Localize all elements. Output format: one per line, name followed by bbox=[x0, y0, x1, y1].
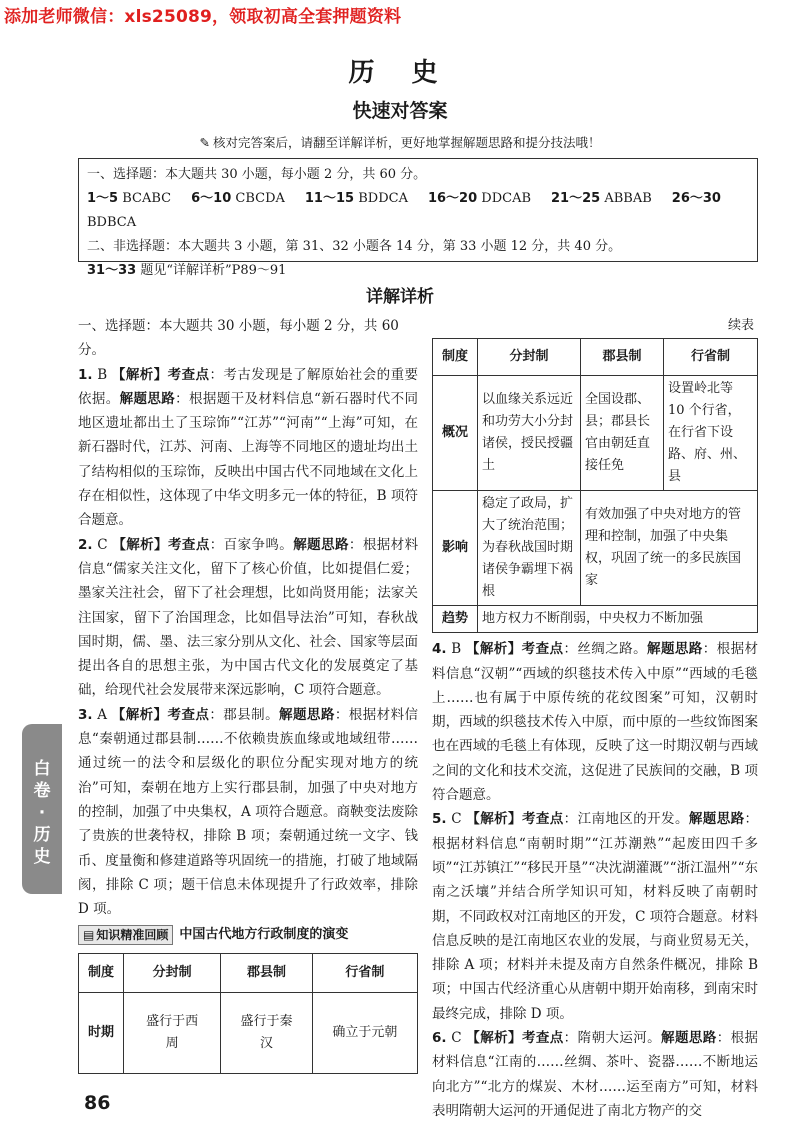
question-number: 3. bbox=[78, 706, 93, 723]
solution-text: ：根据材料信息“南朝时期”“江苏潮熟”“起废田四千多顷”“江苏镇江”“移民开垦”“决沈湖灌溉”“浙江温州”“东南之沃壤”并结合所学知识可知，材料反映了南朝时期，不同政权对江南地区的开发，C 项符合题意。材料信息反映的是江南地区农业的发展，与商业贸易无关，排除 A 项；材料并未提及南方自然条件概况，排除 B 项；中国古代经济重心从唐朝中期开始南移，到南宋时最终完成，排除 D 项。 bbox=[432, 811, 759, 1022]
key-point-text: ：考古发现是了解原始社会的重要依据。 bbox=[78, 366, 419, 407]
knowledge-badge bbox=[78, 925, 173, 945]
answer-group bbox=[551, 191, 662, 206]
answer-range: 11～15 bbox=[304, 191, 355, 206]
book-icon: ▤ bbox=[83, 928, 95, 943]
key-point-label: 考查点 bbox=[521, 811, 564, 828]
page-number: 86 bbox=[84, 1092, 111, 1114]
table-cell: 以血缘关系远近和功劳大小分封诸侯，授民授疆土 bbox=[478, 376, 581, 491]
analysis-tag: 【解析】 bbox=[466, 1030, 522, 1047]
table-row bbox=[79, 993, 418, 1074]
answer-group bbox=[87, 191, 181, 206]
question-number: 6. bbox=[432, 1030, 447, 1047]
answer-range: 1～5 bbox=[87, 191, 119, 206]
answer-letters: DDCAB bbox=[481, 191, 532, 206]
solution-text: ：根据材料信息“江南的……丝绸、茶叶、瓷器……不断地运向北方”“北方的煤炭、木材……运至南方”可知，材料表明隋朝大运河的开通促进了南北方物产的交 bbox=[432, 1030, 759, 1119]
question-number: 2. bbox=[78, 536, 93, 553]
side-tab-char: 白 bbox=[33, 759, 51, 779]
solution-label: 解题思路 bbox=[293, 536, 349, 553]
table-row bbox=[433, 606, 758, 633]
key-point-text: ：丝绸之路。 bbox=[563, 641, 648, 658]
answer-letter: B bbox=[97, 366, 108, 383]
analysis-tag: 【解析】 bbox=[112, 536, 168, 553]
table-header: 制度 bbox=[433, 339, 478, 376]
key-point-label: 考查点 bbox=[521, 641, 564, 658]
side-tab-char: 卷 bbox=[33, 781, 51, 801]
answer-letters: BCABC bbox=[122, 191, 172, 206]
answer-range: 6～10 bbox=[191, 191, 232, 206]
row-label: 影响 bbox=[433, 491, 478, 606]
page-subtitle: 快速对答案 bbox=[352, 100, 448, 122]
solution-text: ：根据材料信息“儒家关注文化，留下了核心价值，比如提倡仁爱；墨家关注社会，留下了社会理想，比如尚贤用能；法家关注国家，留下了治国理念，比如倡导法治”可知，春秋战国时期，儒、墨、法三家分别从文化、社会、国家等层面提出各自的思想主张，为中国古代文化的发展奠定了基础，给现代社会发展带来深远影响，C 项符合题意。 bbox=[78, 536, 419, 699]
question-3 bbox=[78, 703, 418, 922]
table-header: 郡县制 bbox=[581, 339, 664, 376]
solution-text: ：根据题干及材料信息“新石器时代不同地区遗址都出土了玉琮饰”“江苏”“河南”“上海”可知，在新石器时代，江苏、河南、上海等不同地区的遗址均出土了结构相似的玉琮饰，反映出中国古代不同地域在文化上存在相似性，这体现了中华文明多元一体的特征，B 项符合题意。 bbox=[78, 390, 418, 529]
table-cell: 确立于元朝 bbox=[312, 993, 417, 1074]
answer-letter: C bbox=[451, 1030, 462, 1047]
solution-label: 解题思路 bbox=[661, 1030, 717, 1047]
question-1 bbox=[78, 363, 418, 533]
solution-label: 解题思路 bbox=[688, 811, 745, 828]
answer-letters: CBCDA bbox=[235, 191, 285, 206]
table-cell: 有效加强了中央对地方的管理和控制，加强了中央集权，巩固了统一的多民族国家 bbox=[581, 491, 758, 606]
answer-letters: BDDCA bbox=[358, 191, 408, 206]
question-5 bbox=[432, 807, 758, 1026]
table-header: 分封制 bbox=[478, 339, 581, 376]
table-header: 分封制 bbox=[123, 954, 221, 993]
answer-range: 21～25 bbox=[551, 191, 601, 206]
table-header: 制度 bbox=[79, 954, 124, 993]
tip-line bbox=[0, 133, 800, 151]
solution-label: 解题思路 bbox=[119, 390, 176, 407]
question-number: 1. bbox=[78, 366, 93, 383]
solution-text: ：根据材料信息“秦朝通过郡县制……不依赖贵族血缘或地域纽带……通过统一的法令和层级化的职位分配实现对地方的统治”可知，秦朝在地方上实行郡县制，加强了中央对地方的控制，加强了中央集权，A 项符合题意。商鞅变法废除了贵族的世袭特权，排除 B 项；秦朝通过统一文字、钱币、度量衡和修建道路等巩固统一的措施，打破了地域隔阂，排除 C 项；题干信息未体现提升了行政效率，排除 D 项。 bbox=[78, 706, 419, 918]
key-point-text: ：江南地区的开发。 bbox=[563, 811, 689, 828]
table-header: 行省制 bbox=[664, 339, 758, 376]
row-label: 趋势 bbox=[433, 606, 478, 633]
answer-section-2-note bbox=[87, 259, 749, 283]
left-column bbox=[78, 314, 418, 1074]
solution-label: 解题思路 bbox=[647, 641, 703, 658]
table-cell bbox=[123, 993, 221, 1074]
answer-letter: C bbox=[97, 536, 108, 553]
page-title: 历 史 bbox=[348, 58, 452, 88]
question-6 bbox=[432, 1026, 758, 1123]
answer-section-2: 二、非选择题：本大题共 3 小题，第 31、32 小题各 14 分，第 33 小题 12 分，共 40 分。 bbox=[87, 239, 622, 254]
admin-system-table-continued bbox=[432, 338, 758, 633]
answer-range: 16～20 bbox=[427, 191, 478, 206]
knowledge-badge-text: 知识精准回顾 bbox=[96, 928, 169, 943]
answer-range: 26～30 bbox=[671, 191, 721, 206]
side-tab-char: 历 bbox=[33, 825, 51, 845]
answer-letter: C bbox=[451, 811, 462, 828]
analysis-tag: 【解析】 bbox=[111, 366, 168, 383]
side-tab-char: · bbox=[38, 803, 46, 823]
analysis-tag: 【解析】 bbox=[111, 706, 168, 723]
table-cell bbox=[221, 993, 312, 1074]
table-header-row bbox=[79, 954, 418, 993]
detail-title: 详解详析 bbox=[366, 287, 434, 307]
table-header: 郡县制 bbox=[221, 954, 312, 993]
tip-text: 核对完答案后，请翻至详解详析，更好地掌握解题思路和提分技法哦！ bbox=[212, 135, 601, 150]
answer-row bbox=[87, 187, 749, 235]
side-tab bbox=[22, 724, 62, 894]
cell-text: 盛行于秦汉 bbox=[240, 1014, 293, 1052]
analysis-tag: 【解析】 bbox=[465, 641, 522, 658]
admin-system-table bbox=[78, 953, 418, 1074]
table-cell: 地方权力不断削弱，中央权力不断加强 bbox=[478, 606, 758, 633]
right-column bbox=[432, 314, 758, 1123]
answer-group bbox=[305, 191, 418, 206]
watermark-text: 添加老师微信：xls25089，领取初高全套押题资料 bbox=[4, 7, 402, 27]
choice-section-heading: 一、选择题：本大题共 30 小题，每小题 2 分，共 60 分。 bbox=[78, 318, 399, 359]
table-cell: 设置岭北等 10 个行省，在行省下设路、府、州、县 bbox=[664, 376, 758, 491]
side-tab-char: 史 bbox=[33, 847, 51, 867]
key-point-text: ：百家争鸣。 bbox=[209, 536, 294, 553]
table-row bbox=[433, 491, 758, 606]
answer-group bbox=[191, 191, 295, 206]
answer-group bbox=[428, 191, 541, 206]
answer-letter: A bbox=[97, 706, 108, 723]
key-point-label: 考查点 bbox=[167, 536, 210, 553]
answer-range: 31～33 bbox=[87, 263, 137, 278]
key-point-label: 考查点 bbox=[167, 706, 210, 723]
question-2 bbox=[78, 533, 418, 703]
key-point-label: 考查点 bbox=[521, 1030, 564, 1047]
answer-section-1: 一、选择题：本大题共 30 小题，每小题 2 分，共 60 分。 bbox=[87, 167, 427, 182]
cell-text: 盛行于西周 bbox=[146, 1014, 199, 1052]
answer-letters: BDBCA bbox=[87, 215, 137, 230]
knowledge-review bbox=[78, 923, 418, 947]
question-4 bbox=[432, 637, 758, 807]
solution-label: 解题思路 bbox=[279, 706, 335, 723]
knowledge-title: 中国古代地方行政制度的演变 bbox=[179, 927, 349, 943]
solution-text: ：根据材料信息“汉朝”“西域的织毯技术传入中原”“西域的毛毯上……也有属于中原传统的花纹图案”可知，汉朝时期，西域的织毯技术传入中原，而中原的一些纹饰图案也在西域的毛毯上有体现，反映了这一时期汉朝与西域之间的文化和技术交流，这促进了民族间的交融，B 项符合题意。 bbox=[432, 641, 759, 804]
key-point-label: 考查点 bbox=[167, 366, 210, 383]
key-point-text: ：隋朝大运河。 bbox=[563, 1030, 662, 1047]
answer-letter: B bbox=[451, 641, 462, 658]
analysis-tag: 【解析】 bbox=[466, 811, 522, 828]
pen-icon: ✎ bbox=[199, 135, 210, 150]
row-label: 时期 bbox=[79, 993, 124, 1074]
answer-note: 题见“详解详析”P89～91 bbox=[140, 263, 287, 278]
question-number: 4. bbox=[432, 641, 447, 658]
table-row bbox=[433, 376, 758, 491]
table-header-row bbox=[433, 339, 758, 376]
table-header: 行省制 bbox=[312, 954, 417, 993]
table-cell: 全国设郡、县；郡县长官由朝廷直接任免 bbox=[581, 376, 664, 491]
question-number: 5. bbox=[432, 811, 447, 828]
answer-box bbox=[78, 158, 758, 278]
table-continued-label: 续表 bbox=[727, 318, 754, 333]
row-label: 概况 bbox=[433, 376, 478, 491]
table-cell: 稳定了政局，扩大了统治范围；为春秋战国时期诸侯争霸埋下祸根 bbox=[478, 491, 581, 606]
answer-letters: ABBAB bbox=[604, 191, 652, 206]
key-point-text: ：郡县制。 bbox=[209, 706, 280, 723]
